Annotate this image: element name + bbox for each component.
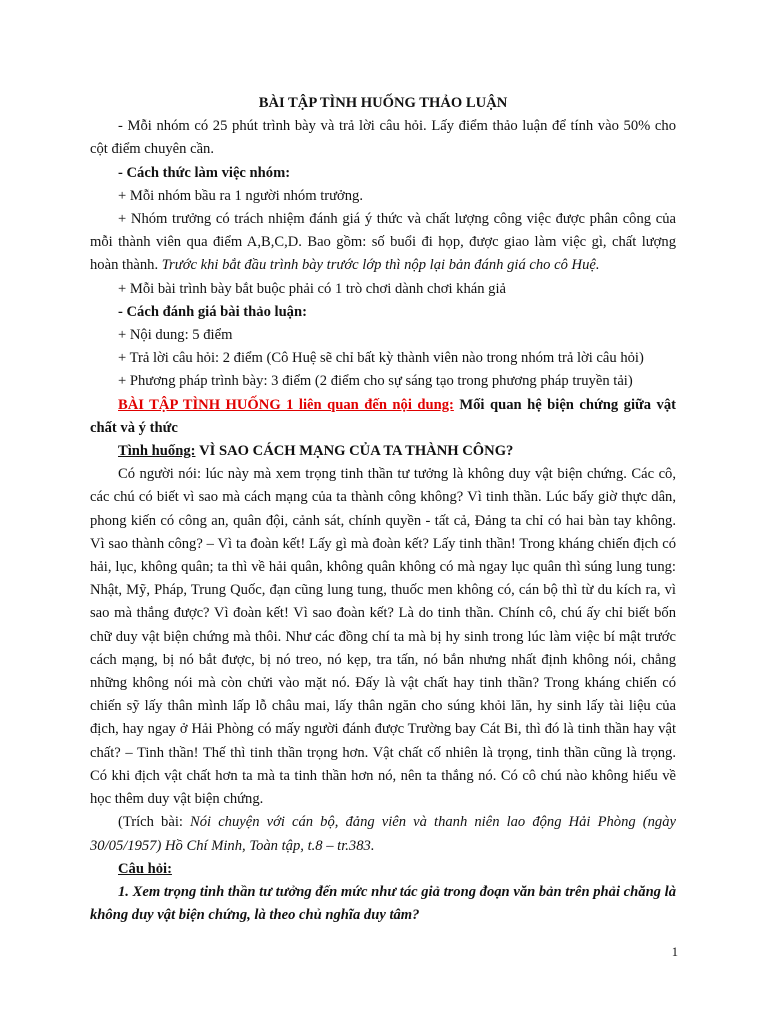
exercise-topic: Mối quan hệ biện chứng giữa vật chất và ý thức [90,396,676,436]
exercise-red-label: BÀI TẬP TÌNH HUỐNG 1 liên quan đến nội dung: [118,396,454,413]
page-number: 1 [671,945,678,959]
group-work-item-1: + Mỗi nhóm bầu ra 1 người nhóm trưởng. [118,187,363,204]
situation-body: Có người nói: lúc này mà xem trọng tinh thần tư tưởng là không duy vật biện chứng. Các cô, các chú có biết vì sao mà cách mạng của ta thành công không? Vì tinh thần. Lúc bấy giờ thực dân, phong kiến có công an, quân đội, cảnh sát, chính quyền - tất cả, Đảng ta chỉ có hai bàn tay không. Vì sao thành công? – Vì ta đoàn kết! Lấy gì mà đoàn kết? Lấy tinh thần! Trong kháng chiến địch có hải, lục, không quân; ta thì về hải quân, không quân không có mà ngay lục quân thì súng lung tung: Nhật, Mỹ, Pháp, Trung Quốc, đạn cũng lung tung, thuốc men không có, cán bộ thì từ du kích ra, vì sao mà thắng được? Vì đoàn kết! Vì sao đoàn kết? Là do tinh thần. Chính cô, chú ấy chỉ biết bốn chữ duy vật biện chứng mà thôi. Như các đồng chí ta mà bị hy sinh trong lúc làm việc bí mật trước cách mạng, bị nó bắt được, bị nó treo, nó kẹp, tra tấn, nó bắn nhưng nhất định không nói, chẳng những không nói mà còn chửi vào mặt nó. Đấy là vật chất hay tinh thần? Trong kháng chiến có chiến sỹ lấy thân mình lấp lỗ châu mai, lấy thân ngăn cho súng khỏi lăn, hy sinh lấy tài liệu của địch, hay ngay ở Hải Phòng có mấy người đánh được Trường bay Cát Bi, thì đó là tinh thần hay vật chất? – Tinh thần! Thế thì tinh thần trọng hơn. Vật chất cố nhiên là trọng, tinh thần cũng là trọng. Có khi địch vật chất hơn ta mà ta tinh thần hơn nó, nên ta thắng nó. Có cô chú nào không hiểu về học thêm duy vật biện chứng. [90,466,676,808]
evaluation-heading-text: - Cách đánh giá bài thảo luận: [118,303,307,320]
group-work-heading-text: - Cách thức làm việc nhóm: [118,164,291,181]
situation-title: VÌ SAO CÁCH MẠNG CỦA TA THÀNH CÔNG? [199,443,514,460]
question-1-text: 1. Xem trọng tinh thần tư tưởng đến mức như tác giả trong đoạn văn bản trên phải chăng là không duy vật biện chứng, là theo chủ nghĩa duy tâm? [90,883,676,924]
group-work-item-2-text: + Nhóm trưởng có trách nhiệm đánh giá ý thức và chất lượng công việc được phân công của mỗi thành viên qua điểm A,B,C,D. Bao gồm: số buổi đi họp, được giao làm việc gì, chất lượng hoàn thành. [90,211,676,274]
situation-label: Tình huống: [118,443,196,460]
group-work-heading [90,162,676,185]
document-title: BÀI TẬP TÌNH HUỐNG THẢO LUẬN [258,95,508,111]
evaluation-item-3: + Phương pháp trình bày: 3 điểm (2 điểm cho sự sáng tạo trong phương pháp truyền tải) [118,373,633,390]
group-work-item-2-italic: Trước khi bắt đầu trình bày trước lớp thì nộp lại bản đánh giá cho cô Huệ. [161,257,600,274]
evaluation-heading [90,301,676,324]
question-1 [90,881,676,927]
questions-label: Câu hỏi: [118,860,172,877]
group-work-item-2 [90,208,676,278]
document-page [90,92,676,927]
exercise-heading [90,394,676,440]
citation-source: Nói chuyện với cán bộ, đảng viên và thanh niên lao động Hải Phòng (ngày 30/05/1957) Hồ Chí Minh, Toàn tập, t.8 – tr.383. [90,814,676,854]
citation [90,811,676,857]
intro-paragraph: - Mỗi nhóm có 25 phút trình bày và trả lời câu hỏi. Lấy điểm thảo luận để tính vào 50% cho cột điểm chuyên cần. [90,118,676,158]
questions-heading [90,858,676,881]
evaluation-item-2: + Trả lời câu hỏi: 2 điểm (Cô Huệ sẽ chỉ bất kỳ thành viên nào trong nhóm trả lời câu hỏi) [118,350,644,367]
citation-prefix: (Trích bài: [118,814,191,831]
group-work-item-3: + Mỗi bài trình bày bắt buộc phải có 1 trò chơi dành chơi khán giả [118,280,507,297]
situation-heading [90,440,676,463]
evaluation-item-1: + Nội dung: 5 điểm [118,327,233,344]
